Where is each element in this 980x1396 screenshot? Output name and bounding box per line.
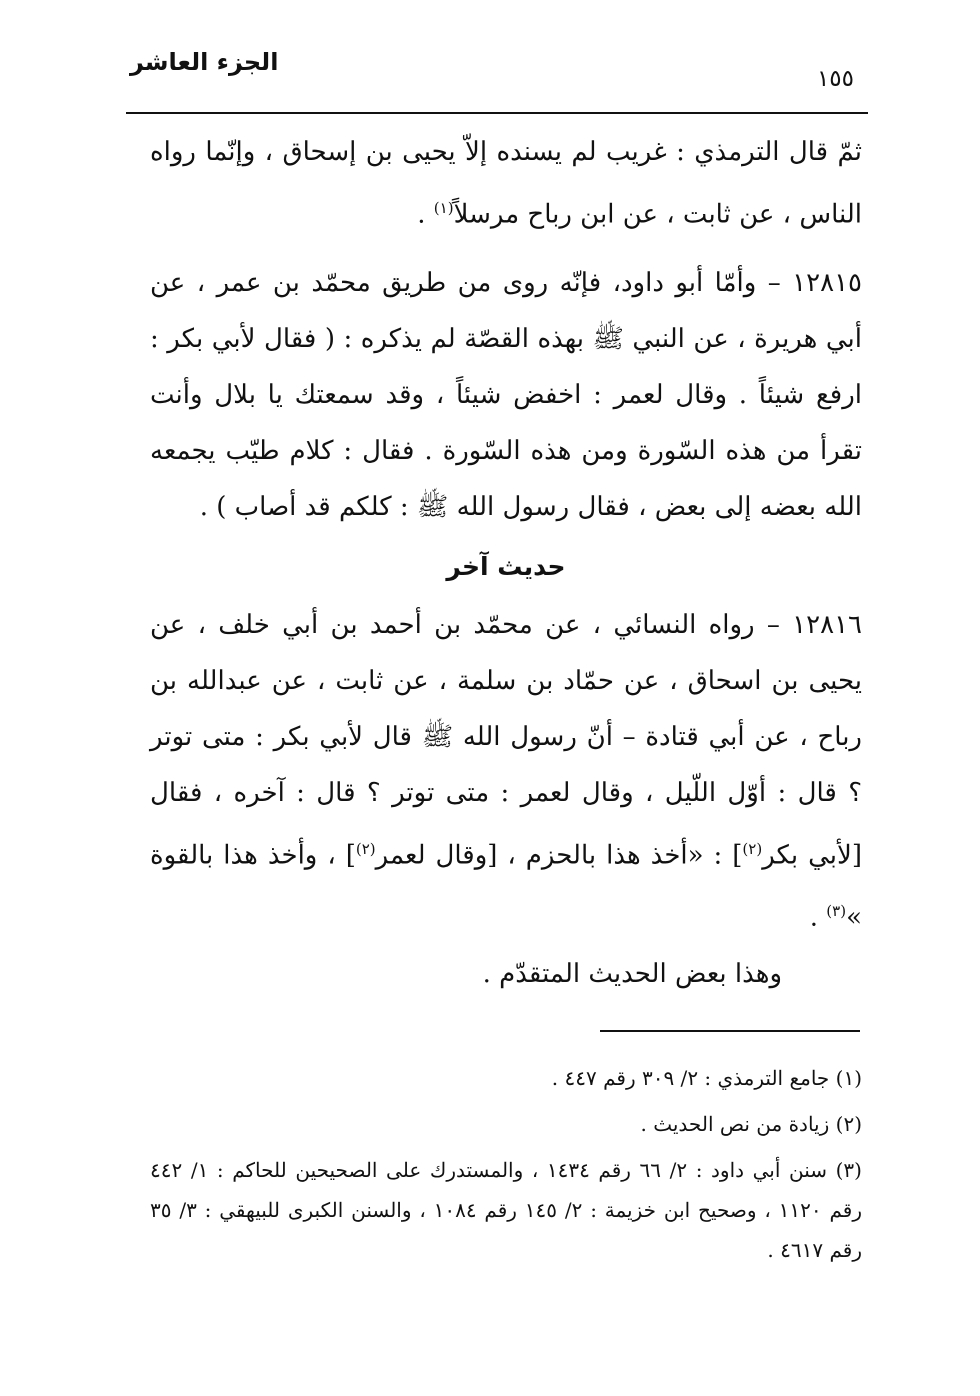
- paragraph-hadith-12816: [150, 597, 862, 946]
- footnote-ref: (٣): [826, 902, 847, 921]
- paragraph-closing: وهذا بعض الحديث المتقدّم .: [482, 958, 782, 989]
- footnote-1: (١) جامع الترمذي : ٢/ ٣٠٩ رقم ٤٤٧ .: [551, 1066, 862, 1090]
- footnote-ref: (٢): [355, 839, 376, 858]
- header-rule: [126, 112, 868, 114]
- paragraph-end: .: [809, 902, 827, 933]
- footnote-3: (٣) سنن أبي داود : ٢/ ٦٦ رقم ١٤٣٤ ، والمستدرك على الصحيحين للحاكم : ١/ ٤٤٢ رقم ١١٢٠ ، وصحيح ابن خزيمة : ٢/ ١٤٥ رقم ١٠٨٤ ، والسنن الكبرى للبيهقي : ٣/ ٣٥ رقم ٤٦١٧ .: [150, 1158, 862, 1262]
- paragraph-text: ] ، وأخذ هذا بالقوة »: [150, 840, 862, 933]
- section-heading: حديث آخر: [446, 551, 566, 581]
- running-header-title: الجزء العاشر: [130, 48, 279, 76]
- paragraph-text: ١٢٨١٦ – رواه النسائي ، عن محمّد بن أحمد بن أبي خلف ، عن يحيى بن اسحاق ، عن حمّاد بن سلمة ، عن ثابت ، عن عبدالله بن رباح ، عن أبي قتادة – أنّ رسول الله ﷺ قال لأبي بكر : متى توتر ؟ قال : أوّل اللّيل ، وقال لعمر : متى توتر ؟ قال : آخره ، فقال [لأبي بكر: [150, 609, 862, 871]
- page-number: ١٥٥: [816, 66, 854, 92]
- paragraph-gap: [150, 243, 862, 255]
- footnotes: [150, 1058, 862, 1276]
- footnote-separator: [600, 1030, 860, 1032]
- paragraph-hadith-12815: ١٢٨١٥ – وأمّا أبو داود، فإنّه روى من طريق محمّد بن عمر ، عن أبي هريرة ، عن النبي ﷺ بهذه القصّة لم يذكره : ( فقال لأبي بكر : ارفع شيئاً . وقال لعمر : اخفض شيئاً ، وقد سمعتك يا بلال وأنت تقرأ من هذه السّورة ومن هذه السّورة . فقال : كلام طيّب يجمعه الله بعضه إلى بعض ، فقال رسول الله ﷺ : كلكم قد أصاب ) .: [150, 267, 862, 522]
- paragraph-text: ] : «أخذ هذا بالحزم ، [وقال لعمر: [375, 840, 743, 871]
- paragraph-tirmidhi: [150, 124, 862, 243]
- footnote-ref: (١): [433, 199, 454, 217]
- footnote-ref: (٢): [742, 839, 763, 858]
- paragraph-text: ثمّ قال الترمذي : غريب لم يسنده إلاّ يحيى بن إسحاق ، وإنّما رواه الناس ، عن ثابت ، عن ابن رباح مرسلاً: [150, 137, 862, 230]
- main-text: [150, 124, 862, 1002]
- paragraph-end: .: [417, 199, 434, 230]
- footnote-2: (٢) زيادة من نص الحديث .: [640, 1112, 862, 1136]
